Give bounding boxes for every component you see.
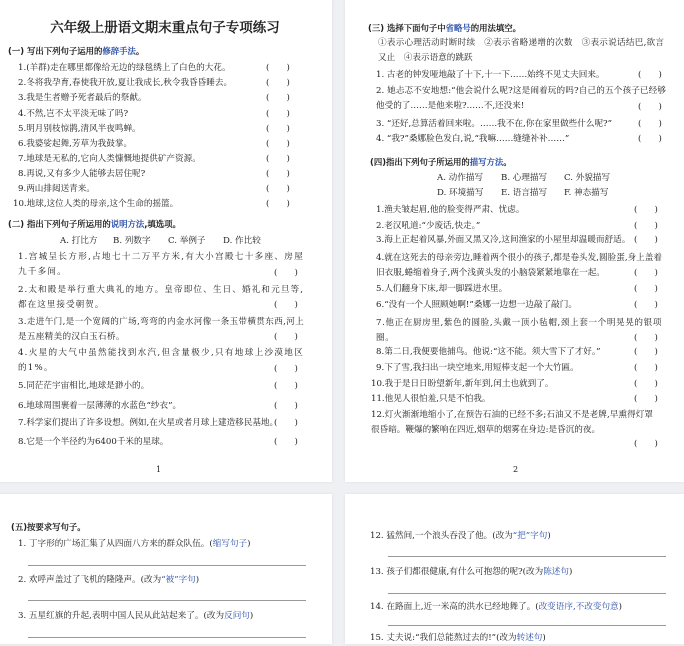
page-2	[345, 0, 684, 482]
answer-blank[interactable]: ( )	[634, 268, 658, 278]
s4-item: 2.老汉吼道:“少废话,快走。”	[376, 221, 481, 231]
answer-blank[interactable]: ( )	[634, 379, 658, 389]
s2-item: 6.地球周围裹着一层薄薄的水蓝色“纱衣”。	[18, 401, 182, 411]
worksheet-title: 六年级上册语文期末重点句子专项练习	[50, 20, 280, 36]
s2-item: 3.走进午门,是一个宽阔的广场,弯弯的内金水河像一条玉带横贯东西,河上是五座精美的汉白玉石桥。	[18, 317, 304, 342]
option: A. 打比方	[60, 236, 98, 246]
s1-item: 8.再说,又有多少人能够去居住呢?	[18, 169, 146, 179]
option: D. 环境描写	[437, 188, 484, 198]
section-1-heading: (一) 写出下列句子运用的修辞手法。	[8, 46, 145, 56]
option: C. 外貌描写	[564, 173, 611, 183]
answer-blank[interactable]: ( )	[266, 199, 290, 209]
s1-item: 9.两山排闼送青来。	[18, 184, 95, 194]
answer-line[interactable]	[388, 556, 666, 557]
s1-item: 3.我是生者赠予死者最后的祭献。	[18, 93, 147, 103]
s3-item: 2. 她忐忑不安地想:“他会说什么呢?这是闹着玩的吗?自己的五个孩子已经够他受的了……是他来啦?……不,还没来!	[376, 86, 666, 111]
answer-blank[interactable]: ( )	[266, 184, 290, 194]
s4-item: 10.我于是日日盼望新年,新年到,闰土也就到了。	[371, 379, 554, 389]
s2-item: 7.科学家们提出了许多设想。例如,在火星或者月球上建造移民基地。	[18, 418, 279, 428]
s5-item: 3. 五星红旗的升起,表明中国人民从此站起来了。(改为反问句)	[18, 611, 254, 621]
answer-blank[interactable]: ( )	[634, 235, 658, 245]
option: A. 动作描写	[437, 173, 484, 183]
answer-line[interactable]	[28, 565, 306, 566]
s4-item: 7.他正在厨房里,紫色的圆脸,头戴一顶小毡帽,颈上套一个明晃晃的银项圈。	[376, 318, 663, 343]
s3-options: ①表示心理活动时断时续 ②表示省略递增的次数 ③表示说话结巴,欲言又止 ④表示语意的跳跃	[378, 38, 664, 63]
answer-blank[interactable]: ( )	[274, 381, 298, 391]
s5-item: 14. 在路面上,近一米高的洪水已经地舞了。(改变语序,不改变句意)	[370, 602, 623, 612]
s4-item: 8.第二日,我便要他捕鸟。他说:“这不能。须大雪下了才好。”	[376, 347, 601, 357]
answer-blank[interactable]: ( )	[274, 418, 298, 428]
answer-blank[interactable]: ( )	[634, 363, 658, 373]
page-number: 1	[156, 465, 162, 474]
s3-item: 1. 古老的钟发哑地敲了十下,十一下……始终不见丈夫回来。	[376, 70, 605, 80]
option: C. 举例子	[168, 236, 206, 246]
s5-item: 15. 丈夫说:“我们总能熬过去的!”(改为转述句)	[370, 633, 546, 643]
answer-blank[interactable]: ( )	[266, 169, 290, 179]
s5-item: 13. 孩子们都很健康,有什么可抱怨的呢?(改为陈述句)	[370, 567, 573, 577]
s2-item: 8.它是一个半径约为6400千米的星球。	[18, 437, 169, 447]
s1-item: 10.地球,这位人类的母亲,这个生命的摇篮。	[13, 199, 179, 209]
s5-item: 1. 丁字形的广场汇集了从四面八方来的群众队伍。(缩写句子)	[18, 539, 251, 549]
answer-blank[interactable]: ( )	[634, 439, 658, 449]
answer-blank[interactable]: ( )	[638, 119, 662, 129]
s5-item: 12. 猛然间,一个浪头吞没了他。(改为“把”字句)	[370, 531, 551, 541]
s1-item: 5.明月别枝惊鹊,清风半夜鸣蝉。	[18, 124, 141, 134]
answer-blank[interactable]: ( )	[634, 333, 658, 343]
answer-blank[interactable]: ( )	[634, 394, 658, 404]
answer-blank[interactable]: ( )	[638, 70, 662, 80]
answer-blank[interactable]: ( )	[266, 124, 290, 134]
answer-blank[interactable]: ( )	[634, 300, 658, 310]
section-2-heading: (二) 指出下列句子所运用的说明方法,填选项。	[8, 219, 181, 229]
option: B. 列数字	[113, 236, 151, 246]
section-3-heading: (三) 选择下面句子中省略号的用法填空。	[368, 23, 521, 33]
answer-blank[interactable]: ( )	[274, 332, 298, 342]
answer-line[interactable]	[28, 637, 306, 638]
s4-item: 9.下了雪,我扫出一块空地来,用短棒支起一个大竹匾。	[376, 363, 579, 373]
answer-blank[interactable]: ( )	[274, 401, 298, 411]
answer-blank[interactable]: ( )	[638, 134, 662, 144]
s1-item: 1.(羊群)走在哪里都像给无边的绿毯绣上了白色的大花。	[18, 63, 231, 73]
s4-item: 11.他见人很怕羞,只是不怕我。	[371, 394, 491, 404]
s4-item: 4.就在这死去的母亲旁边,睡着两个很小的孩子,都是卷头发,圆脸蛋,身上盖着旧衣服,蜷缩着身子,两个浅黄头发的小脑袋紧紧地靠在一起。	[376, 253, 662, 278]
s2-item: 2.太和殿是举行重大典礼的地方。皇帝即位、生日、婚礼和元旦等,都在这里接受朝贺。	[18, 285, 304, 310]
s5-item: 2. 欢呼声盖过了飞机的隆隆声。(改为“被”字句)	[18, 575, 200, 585]
s4-item: 1.渔夫皱起眉,他的脸变得严肃、忧虑。	[376, 205, 525, 215]
page-4	[345, 494, 684, 644]
s1-item: 6.我婆娑起舞,芳草为我鼓掌。	[18, 139, 133, 149]
s3-item: 3. “还好,总算活着回来啦。……我不在,你在家里做些什么呢?”	[376, 119, 613, 129]
answer-line[interactable]	[388, 625, 666, 626]
page-3	[0, 494, 332, 644]
s1-item: 7.地球是无私的,它向人类慷慨地提供矿产资源。	[18, 154, 201, 164]
answer-blank[interactable]: ( )	[266, 93, 290, 103]
answer-blank[interactable]: ( )	[274, 364, 298, 374]
option: F. 神态描写	[564, 188, 609, 198]
section-5-heading: (五)按要求写句子。	[11, 522, 86, 532]
answer-blank[interactable]: ( )	[274, 300, 298, 310]
option: D. 作比较	[223, 236, 261, 246]
s2-item: 1.宫城呈长方形,占地七十二万平方米,有大小宫殿七十多座、房屋九千多间。	[18, 252, 304, 277]
page-number: 2	[513, 465, 519, 474]
answer-blank[interactable]: ( )	[634, 205, 658, 215]
answer-blank[interactable]: ( )	[266, 78, 290, 88]
answer-line[interactable]	[28, 600, 306, 601]
s4-item: 12.灯火渐渐地缩小了,在预告石油的已经不多;石油又不是老牌,早熏得灯罩很昏暗。鞭爆的繁响在四近,烟草的烟雾在身边:是昏沉的夜。	[371, 410, 653, 435]
answer-blank[interactable]: ( )	[266, 109, 290, 119]
answer-blank[interactable]: ( )	[634, 347, 658, 357]
page-1	[0, 0, 332, 482]
answer-blank[interactable]: ( )	[266, 154, 290, 164]
answer-blank[interactable]: ( )	[634, 284, 658, 294]
s4-item: 6.“没有一个人照顾她啊!”桑娜一边想一边敲了敲门。	[376, 300, 577, 310]
option: E. 语言描写	[501, 188, 548, 198]
answer-blank[interactable]: ( )	[266, 63, 290, 73]
s4-item: 3.海上正起着风暴,外面又黑又冷,这间渔家的小屋里却温暖而舒适。	[376, 235, 631, 245]
answer-blank[interactable]: ( )	[274, 268, 298, 278]
answer-line[interactable]	[388, 593, 666, 594]
answer-blank[interactable]: ( )	[274, 437, 298, 447]
s1-item: 2.冬将我孕育,春使我开放,夏让我成长,秋令我昏昏睡去。	[18, 78, 233, 88]
s2-item: 4.火星的大气中虽然能找到水汽,但含量极少,只有地球上沙漠地区的1%。	[18, 348, 304, 373]
s2-item: 5.同茫茫宇宙相比,地球是渺小的。	[18, 381, 150, 391]
s4-item: 5.人们翻身下床,却一脚踩进水里。	[376, 284, 508, 294]
option: B. 心理描写	[501, 173, 548, 183]
answer-blank[interactable]: ( )	[634, 221, 658, 231]
answer-blank[interactable]: ( )	[266, 139, 290, 149]
s1-item: 4.不然,岂不太平淡无味了吗?	[18, 109, 129, 119]
section-4-heading: (四)指出下列句子所运用的描写方法。	[370, 157, 512, 167]
answer-blank[interactable]: ( )	[638, 102, 662, 112]
s3-item: 4. “我?”桑娜脸色发白,说,“我嘛……缝缝补补……”	[376, 134, 570, 144]
